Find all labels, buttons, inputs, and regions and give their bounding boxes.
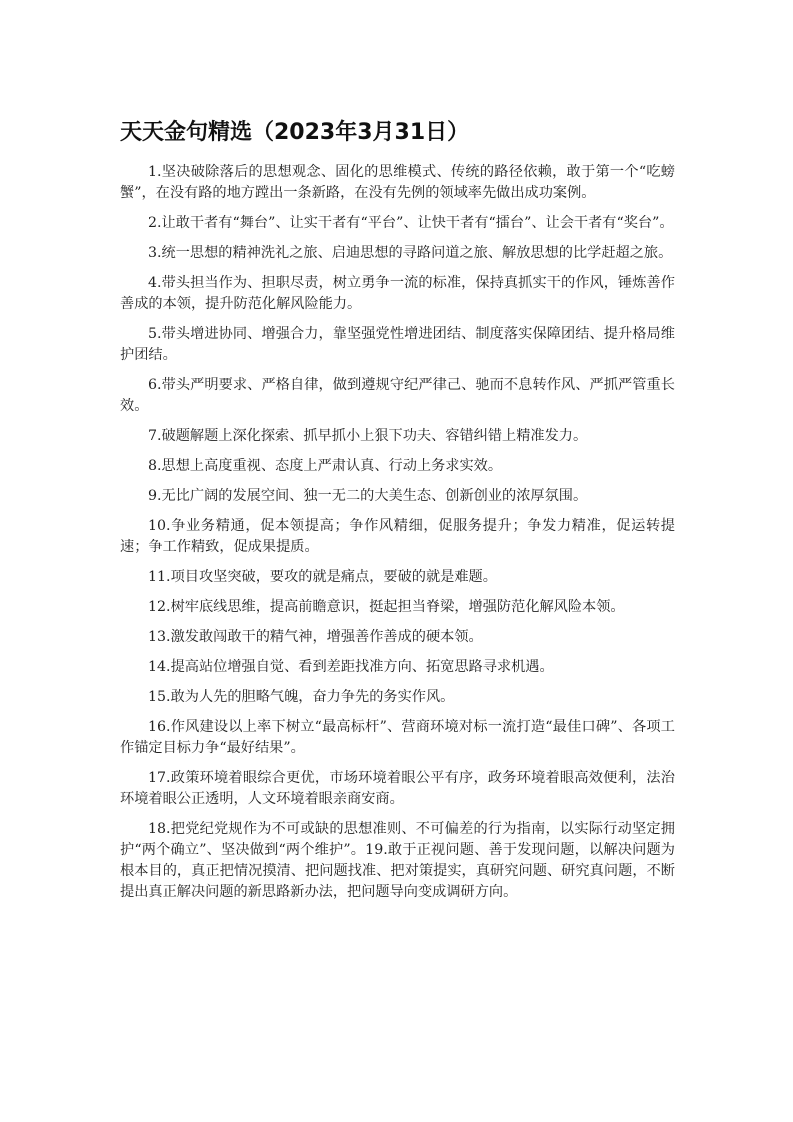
- paragraph-10: 10.争业务精通，促本领提高；争作风精细，促服务提升；争发力精准，促运转提速；争工作精致，促成果提质。: [120, 518, 675, 555]
- paragraph-14: 14.提高站位增强自觉、看到差距找准方向、拓宽思路寻求机遇。: [148, 659, 554, 675]
- paragraph-18: 18.把党纪党规作为不可或缺的思想准则、不可偏差的行为指南，以实际行动坚定拥护“两个确立”、坚决做到“两个维护”。19.敢于正视问题、善于发现问题，以解决问题为根本目的，真正把情况摸清、把问题找准、把对策提实，真研究问题、研究真问题，不断提出真正解决问题的新思路新办法，把问题导向变成调研方向。: [120, 821, 675, 900]
- paragraph-4: 4.带头担当作为、担职尽责，树立勇争一流的标准，保持真抓实干的作风，锤炼善作善成的本领，提升防范化解风险能力。: [120, 275, 675, 312]
- paragraph-6: 6.带头严明要求、严格自律，做到遵规守纪严律己、驰而不息转作风、严抓严管重长效。: [120, 377, 675, 414]
- paragraph-17: 17.政策环境着眼综合更优，市场环境着眼公平有序，政务环境着眼高效便利，法治环境着眼公正透明，人文环境着眼亲商安商。: [120, 770, 675, 807]
- paragraph-3: 3.统一思想的精神洗礼之旅、启迪思想的寻路问道之旅、解放思想的比学赶超之旅。: [148, 245, 673, 261]
- paragraph-11: 11.项目攻坚突破，要攻的就是痛点，要破的就是难题。: [148, 569, 497, 585]
- document-body: [120, 162, 675, 903]
- paragraph-5: 5.带头增进协同、增强合力，靠坚强党性增进团结、制度落实保障团结、提升格局维护团结。: [120, 326, 675, 363]
- paragraph-12: 12.树牢底线思维，提高前瞻意识，挺起担当脊梁，增强防范化解风险本领。: [148, 599, 625, 615]
- paragraph-8: 8.思想上高度重视、态度上严肃认真、行动上务求实效。: [148, 458, 503, 474]
- paragraph-15: 15.敢为人先的胆略气魄，奋力争先的务实作风。: [148, 689, 455, 705]
- paragraph-2: 2.让敢干者有“舞台”、让实干者有“平台”、让快干者有“擂台”、让会干者有“奖台”。: [148, 215, 674, 231]
- paragraph-16: 16.作风建设以上率下树立“最高标杆”、营商环境对标一流打造“最佳口碑”、各项工作锚定目标力争“最好结果”。: [120, 719, 675, 756]
- paragraph-9: 9.无比广阔的发展空间、独一无二的大美生态、创新创业的浓厚氛围。: [148, 488, 588, 504]
- paragraph-7: 7.破题解题上深化探索、抓早抓小上狠下功夫、容错纠错上精准发力。: [148, 428, 588, 444]
- paragraph-1: 1.坚决破除落后的思想观念、固化的思维模式、传统的路径依赖，敢于第一个“吃螃蟹”，在没有路的地方蹚出一条新路，在没有先例的领域率先做出成功案例。: [120, 164, 675, 201]
- document-title: 天天金句精选（2023年3月31日）: [120, 120, 470, 145]
- paragraph-13: 13.激发敢闯敢干的精气神，增强善作善成的硬本领。: [148, 629, 483, 645]
